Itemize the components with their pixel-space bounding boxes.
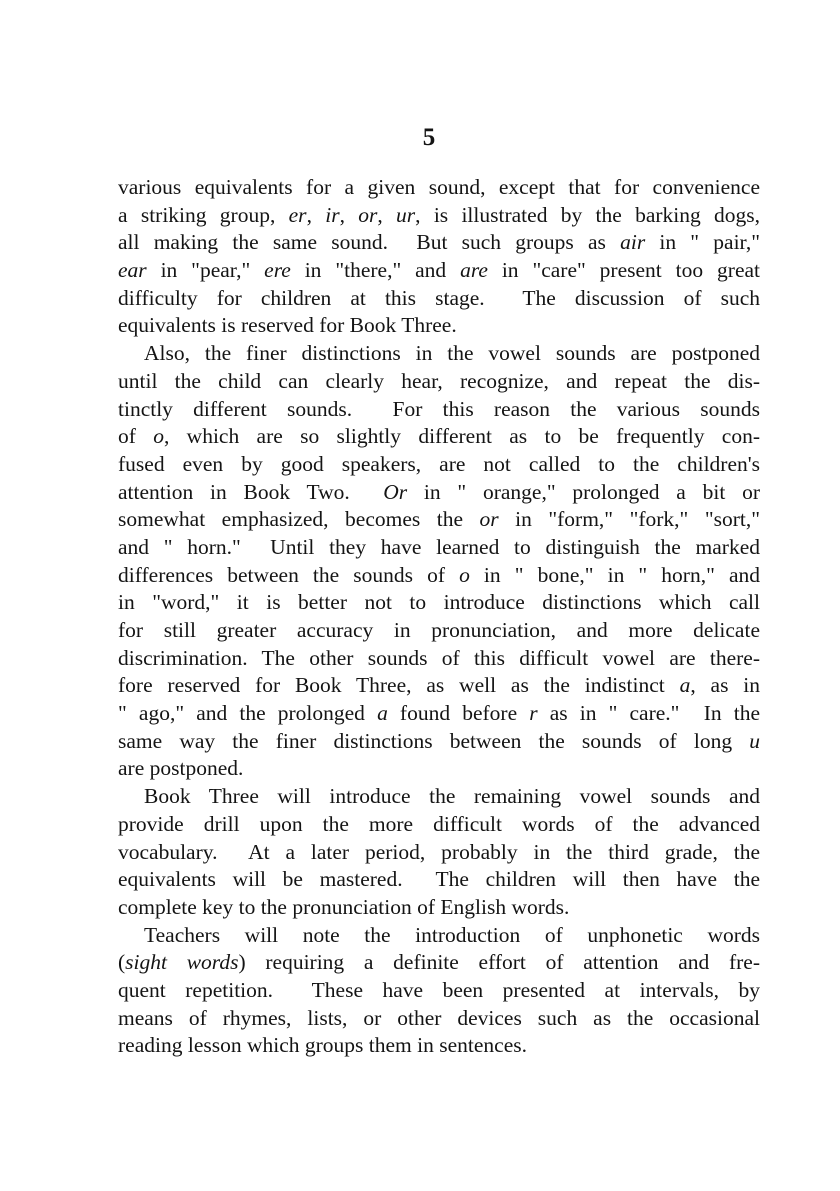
text-run: , is illustrated by the barking dogs, xyxy=(415,202,761,227)
text-run: in "form," "fork," "sort," xyxy=(498,507,760,532)
paragraph xyxy=(118,174,760,340)
italic-term: ir xyxy=(325,202,340,227)
paragraph xyxy=(118,340,760,783)
text-line xyxy=(118,1005,760,1033)
text-line xyxy=(118,257,760,285)
italic-term: ur xyxy=(396,202,416,227)
italic-term: o xyxy=(459,562,470,587)
text-line xyxy=(118,479,760,507)
text-run: Also, the finer distinctions in the vowel sounds are postponed xyxy=(144,341,760,366)
text-run: " ago," and the prolonged xyxy=(118,701,378,726)
paragraph xyxy=(118,922,760,1060)
text-line xyxy=(118,285,760,313)
text-run: reading lesson which groups them in sentences. xyxy=(118,1033,528,1058)
text-run: are postponed. xyxy=(118,756,244,781)
text-run: and " horn." Until they have learned to distinguish the marked xyxy=(118,534,760,559)
text-line xyxy=(118,894,760,922)
italic-term: air xyxy=(620,230,646,255)
page-number: 5 xyxy=(422,124,436,151)
italic-term: ear xyxy=(118,258,147,283)
text-run: discrimination. The other sounds of this difficult vowel are there- xyxy=(118,645,760,670)
paragraph xyxy=(118,783,760,921)
text-line xyxy=(118,755,760,783)
text-line xyxy=(118,340,760,368)
text-run: , xyxy=(306,202,326,227)
italic-term: o xyxy=(153,424,164,449)
italic-term: u xyxy=(749,728,760,753)
text-run: attention in Book Two. xyxy=(118,479,384,504)
text-line xyxy=(118,672,760,700)
text-run: in " orange," prolonged a bit or xyxy=(407,479,760,504)
text-line xyxy=(118,174,760,202)
text-line xyxy=(118,534,760,562)
text-line xyxy=(118,202,760,230)
italic-term: a xyxy=(679,673,691,698)
italic-term: ere xyxy=(264,258,291,283)
text-line xyxy=(118,1032,760,1060)
text-run: means of rhymes, lists, or other devices such as the occasional xyxy=(118,1005,760,1030)
italic-term: r xyxy=(529,701,538,726)
text-run: in "care" present too great xyxy=(487,258,761,283)
text-line xyxy=(118,839,760,867)
text-run: for still greater accuracy in pronunciation, and more delicate xyxy=(118,618,760,642)
text-line xyxy=(118,506,760,534)
text-line xyxy=(118,396,760,424)
italic-term: a xyxy=(377,701,388,726)
text-run: equivalents is reserved for Book Three. xyxy=(118,313,457,338)
text-run: as in " care." In the xyxy=(537,701,760,726)
text-line xyxy=(118,229,760,257)
text-line xyxy=(118,645,760,673)
text-run: provide drill upon the more difficult words of the advanced xyxy=(118,811,760,836)
text-run: until the child can clearly hear, recognize, and repeat the dis- xyxy=(118,368,760,393)
italic-term: or xyxy=(358,202,378,227)
text-run: tinctly different sounds. For this reason the various sounds xyxy=(118,396,760,421)
text-line xyxy=(118,949,760,977)
text-run: , xyxy=(377,202,397,227)
text-run: ) requiring a definite effort of attention and fre- xyxy=(238,950,760,975)
text-run: ( xyxy=(118,950,126,975)
text-line xyxy=(118,700,760,728)
text-run: found before xyxy=(387,701,530,726)
text-line xyxy=(118,589,760,617)
text-line xyxy=(118,562,760,590)
text-run: in "word," it is better not to introduce distinctions which call xyxy=(118,590,760,615)
text-run: equivalents will be mastered. The children will then have the xyxy=(118,867,760,892)
text-line xyxy=(118,922,760,950)
text-line xyxy=(118,312,760,340)
text-line xyxy=(118,451,760,479)
text-line xyxy=(118,811,760,839)
text-run: difficulty for children at this stage. The discussion of such xyxy=(118,285,760,310)
text-run: differences between the sounds of xyxy=(118,562,460,587)
text-run: quent repetition. These have been presented at intervals, by xyxy=(118,977,760,1002)
italic-term: Or xyxy=(383,479,408,504)
text-run: Teachers will note the introduction of unphonetic words xyxy=(144,922,760,947)
text-run: complete key to the pronunciation of English words. xyxy=(118,894,570,919)
text-line xyxy=(118,977,760,1005)
text-run: of xyxy=(118,424,154,449)
text-run: in "there," and xyxy=(290,258,461,283)
italic-term: are xyxy=(460,258,488,283)
text-run: in " pair," xyxy=(645,230,761,255)
text-line xyxy=(118,617,760,645)
text-run: , xyxy=(339,202,359,227)
text-line xyxy=(118,368,760,396)
body-text xyxy=(118,174,760,1060)
text-run: vocabulary. At a later period, probably in the third grade, the xyxy=(118,839,760,864)
text-line xyxy=(118,866,760,894)
text-line xyxy=(118,423,760,451)
text-run: fore reserved for Book Three, as well as the indistinct xyxy=(118,673,680,698)
italic-term: or xyxy=(479,507,499,532)
text-run: a striking group, xyxy=(118,202,289,227)
text-run: various equivalents for a given sound, except that for convenience xyxy=(118,175,760,199)
italic-term: er xyxy=(288,202,307,227)
text-line xyxy=(118,728,760,756)
text-line xyxy=(118,783,760,811)
text-run: in " bone," in " horn," and xyxy=(469,562,760,587)
text-run: fused even by good speakers, are not called to the children's xyxy=(118,451,760,476)
text-run: , as in xyxy=(690,673,760,698)
text-run: Book Three will introduce the remaining vowel sounds and xyxy=(144,784,760,809)
text-run: same way the finer distinctions between the sounds of long xyxy=(118,728,750,753)
text-run: in "pear," xyxy=(146,258,265,283)
text-run: somewhat emphasized, becomes the xyxy=(118,507,480,532)
text-run: , which are so slightly different as to be frequently con- xyxy=(163,424,760,449)
italic-term: sight words xyxy=(125,950,239,975)
text-run: all making the same sound. But such groups as xyxy=(118,230,621,255)
